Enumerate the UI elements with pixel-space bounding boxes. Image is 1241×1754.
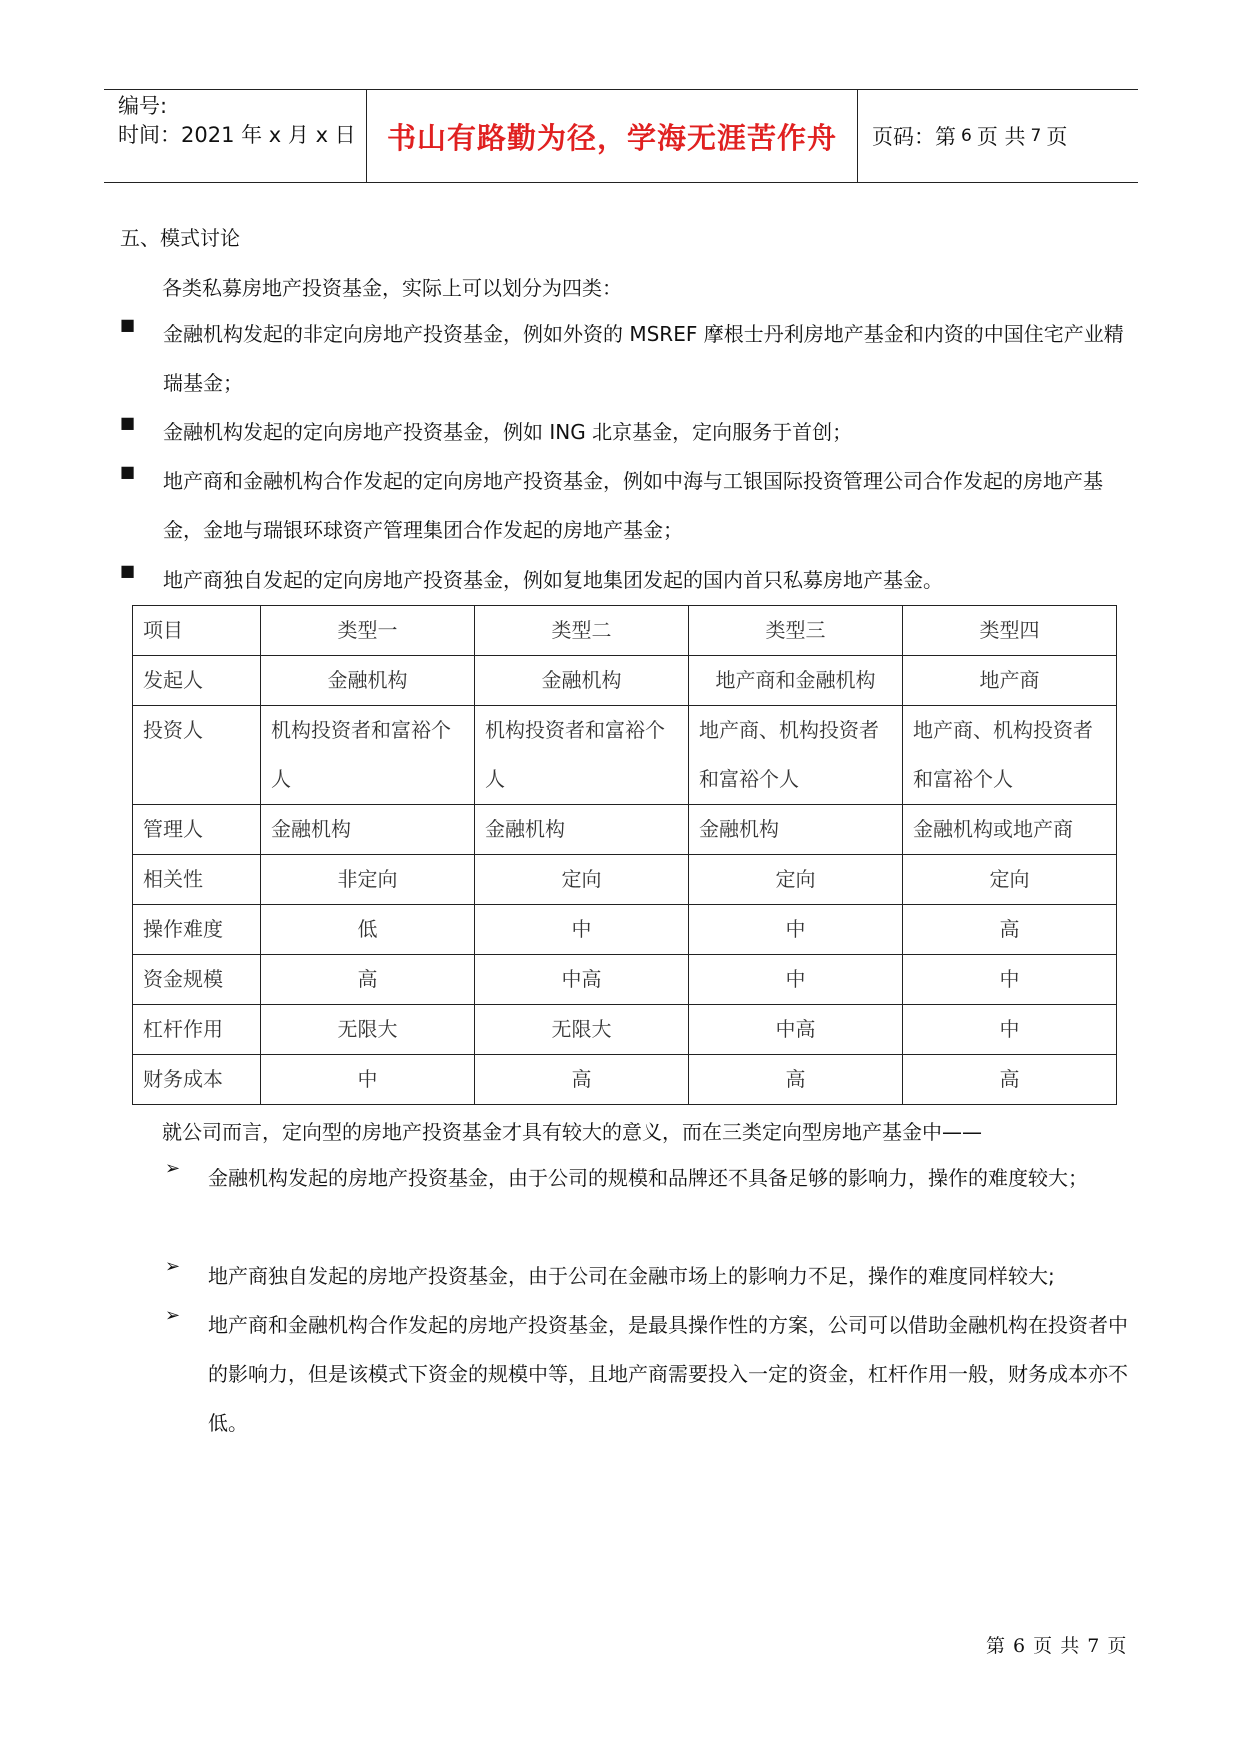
table-row: [133, 905, 1117, 955]
conclusion-intro: 就公司而言，定向型的房地产投资基金才具有较大的意义，而在三类定向型房地产基金中——: [162, 1120, 982, 1144]
table-cell: 中: [689, 955, 903, 1005]
header-meta: [104, 90, 367, 182]
table-cell: 低: [261, 905, 475, 955]
square-bullet-icon: [120, 310, 160, 339]
document-number-label: 编号:: [118, 94, 168, 118]
table-cell: 无限大: [475, 1005, 689, 1055]
square-bullet-icon: [120, 556, 160, 585]
list-item: ■ 金融机构发起的定向房地产投资基金，例如 ING 北京基金，定向服务于首创；: [120, 408, 1131, 457]
table-row: [133, 706, 1117, 805]
document-time: 时间：2021 年 x 月 x 日: [118, 123, 356, 147]
header-cell: 类型三: [689, 606, 903, 656]
table-row: [133, 656, 1117, 706]
header-page-number: [858, 90, 1138, 182]
table-cell: 无限大: [261, 1005, 475, 1055]
list-item: ➢ 金融机构发起的房地产投资基金，由于公司的规模和品牌还不具备足够的影响力，操作的难度较大；: [165, 1154, 1133, 1203]
table-cell: 中: [903, 955, 1117, 1005]
table-row: [133, 955, 1117, 1005]
table-cell: 地产商、机构投资者和富裕个人: [689, 706, 903, 805]
table-cell: 金融机构: [261, 656, 475, 706]
table-cell: 机构投资者和富裕个人: [261, 706, 475, 805]
page-total: 7: [1030, 126, 1042, 146]
page-suffix: 页: [1046, 125, 1068, 149]
table-cell: 定向: [903, 855, 1117, 905]
table-header-row: [133, 606, 1117, 656]
arrow-bullet-icon: [165, 1154, 205, 1183]
header-cell: 类型一: [261, 606, 475, 656]
list-item: ➢ 地产商独自发起的房地产投资基金，由于公司在金融市场上的影响力不足，操作的难度同样较大;: [165, 1252, 1168, 1301]
table-row: [133, 805, 1117, 855]
row-label: 财务成本: [133, 1055, 261, 1105]
list-item: ■ 地产商独自发起的定向房地产投资基金，例如复地集团发起的国内首只私募房地产基金。: [120, 556, 1131, 605]
row-label: 投资人: [133, 706, 261, 805]
table-row: [133, 1055, 1117, 1105]
header-slogan: 书山有路勤为径，学海无涯苦作舟: [367, 90, 858, 182]
table-cell: 金融机构或地产商: [903, 805, 1117, 855]
table-cell: 机构投资者和富裕个人: [475, 706, 689, 805]
table-cell: 中: [475, 905, 689, 955]
table-cell: 中: [689, 905, 903, 955]
table-cell: 定向: [689, 855, 903, 905]
table-cell: 定向: [475, 855, 689, 905]
page-prefix: 页码：第: [872, 125, 956, 149]
table-cell: 地产商和金融机构: [689, 656, 903, 706]
square-bullet-icon: [120, 408, 160, 437]
table-cell: 金融机构: [475, 805, 689, 855]
table-cell: 非定向: [261, 855, 475, 905]
list-item: ■ 地产商和金融机构合作发起的定向房地产投资基金，例如中海与工银国际投资管理公司合作发起的房地产基金，金地与瑞银环球资产管理集团合作发起的房地产基金；: [120, 457, 1131, 555]
table-cell: 中高: [475, 955, 689, 1005]
page-current: 6: [961, 126, 972, 146]
row-label: 杠杆作用: [133, 1005, 261, 1055]
arrow-bullet-icon: [165, 1301, 205, 1330]
page-footer: 第 6 页 共 7 页: [986, 1635, 1128, 1657]
table-cell: 地产商、机构投资者和富裕个人: [903, 706, 1117, 805]
row-label: 资金规模: [133, 955, 261, 1005]
row-label: 管理人: [133, 805, 261, 855]
row-label: 操作难度: [133, 905, 261, 955]
table-cell: 高: [475, 1055, 689, 1105]
table-cell: 高: [903, 1055, 1117, 1105]
table-cell: 中: [261, 1055, 475, 1105]
table-cell: 高: [261, 955, 475, 1005]
table-cell: 地产商: [903, 656, 1117, 706]
table-cell: 高: [689, 1055, 903, 1105]
list-item: ➢ 地产商和金融机构合作发起的房地产投资基金，是最具操作性的方案，公司可以借助金融机构在投资者中的影响力，但是该模式下资金的规模中等，且地产商需要投入一定的资金，杠杆作用一般，财务成本亦不低。: [165, 1301, 1133, 1448]
header-cell: 类型二: [475, 606, 689, 656]
table-row: [133, 855, 1117, 905]
list-item: ■ 金融机构发起的非定向房地产投资基金，例如外资的 MSREF 摩根士丹利房地产基金和内资的中国住宅产业精瑞基金；: [120, 310, 1131, 408]
square-bullet-icon: [120, 457, 160, 486]
section-title: 五、模式讨论: [120, 226, 240, 250]
table-cell: 中: [903, 1005, 1117, 1055]
table-row: [133, 1005, 1117, 1055]
arrow-bullet-icon: [165, 1252, 205, 1281]
table-cell: 金融机构: [261, 805, 475, 855]
page-header: [104, 89, 1138, 183]
table-cell: 金融机构: [475, 656, 689, 706]
comparison-table: [132, 605, 1117, 1105]
header-cell: 类型四: [903, 606, 1117, 656]
page-mid: 页 共: [976, 125, 1026, 149]
row-label: 相关性: [133, 855, 261, 905]
intro-paragraph: 各类私募房地产投资基金，实际上可以划分为四类：: [162, 276, 622, 300]
table-cell: 高: [903, 905, 1117, 955]
row-label: 发起人: [133, 656, 261, 706]
header-cell: 项目: [133, 606, 261, 656]
table-cell: 中高: [689, 1005, 903, 1055]
table-cell: 金融机构: [689, 805, 903, 855]
